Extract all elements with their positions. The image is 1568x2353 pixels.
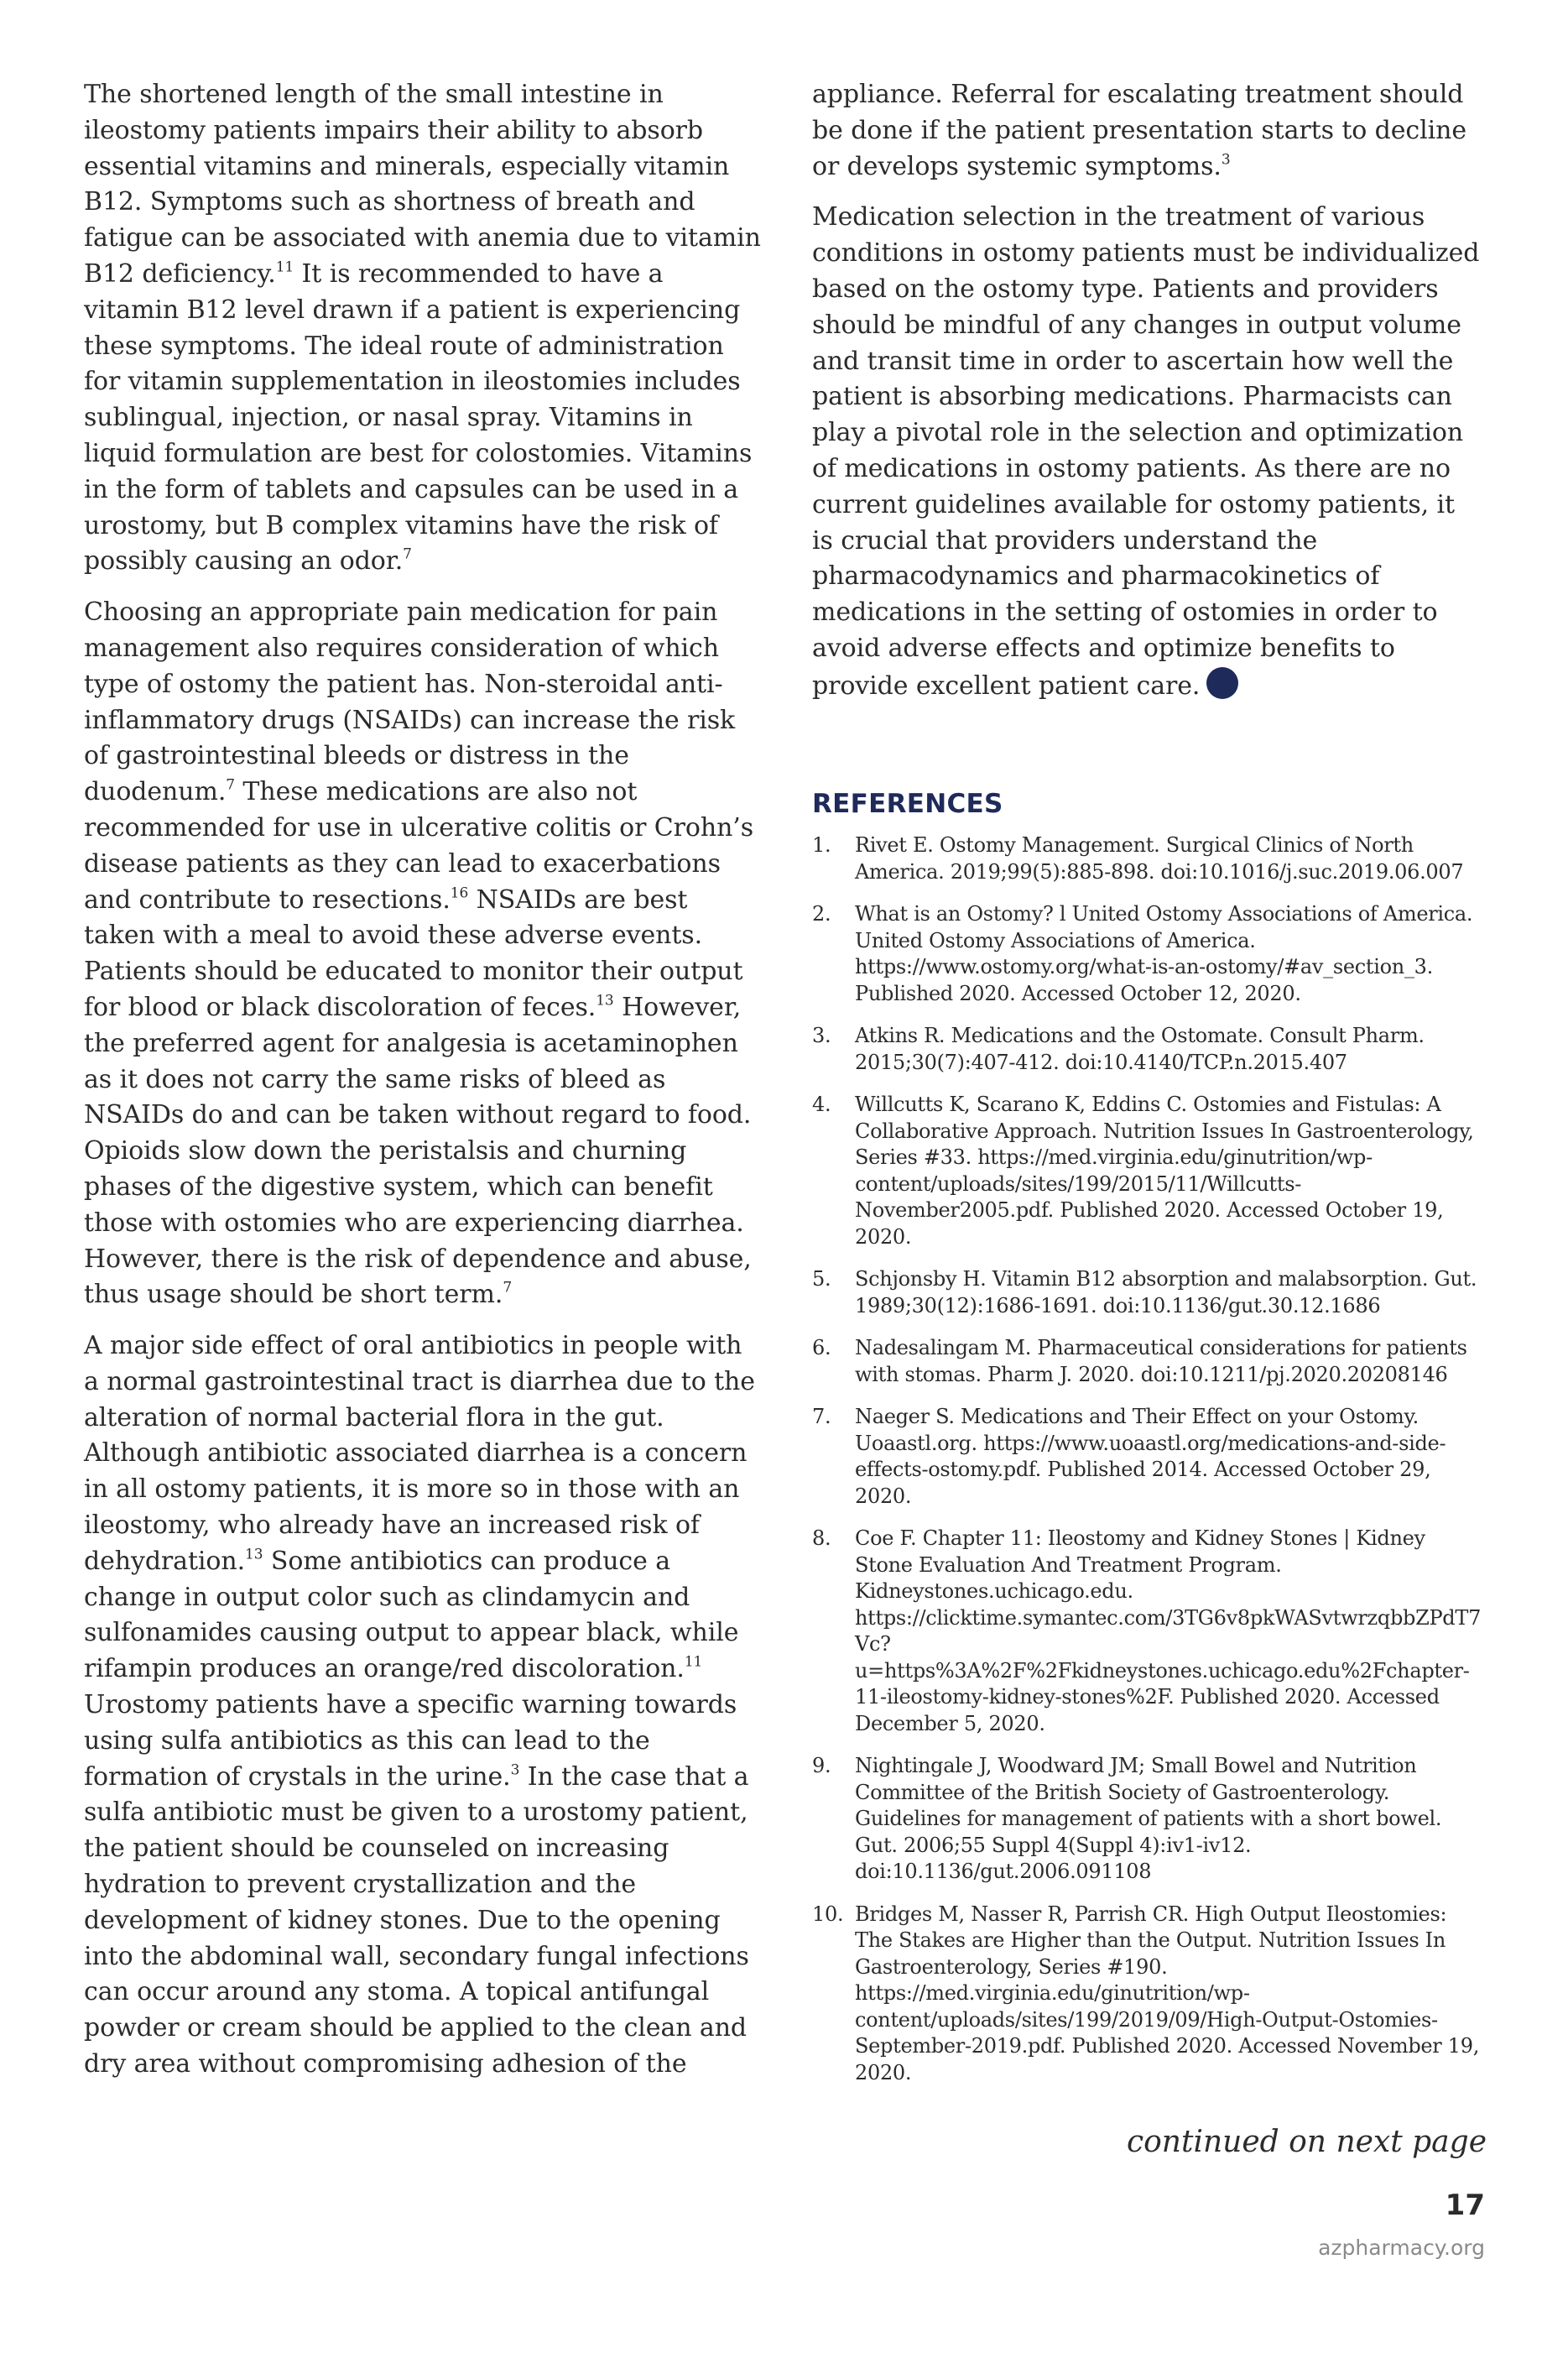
reference-item [812,1023,1483,1076]
page-number: 17 [1445,2189,1485,2222]
reference-text: Atkins R. Medications and the Ostomate. Consult Pharm. 2015;30(7):407-412. doi:10.4140/TCP.n.2015.407 [855,1024,1425,1074]
reference-text: Coe F. Chapter 11: Ileostomy and Kidney Stones | Kidney Stone Evaluation And Treatment Program. Kidneystones.uchicago.edu. https://clicktime.symantec.com/3TG6v8pkWASvtwrzqbbZPdT7Vc?u=https%3A%2F%2Fkidneystones.uchicago.edu%2Fchapter-11-ileostomy-kidney-stones%2F. Published 2020. Accessed December 5, 2020. [855,1526,1482,1735]
reference-number: 7. [812,1405,831,1428]
reference-number: 6. [812,1336,831,1359]
reference-item [812,1526,1483,1737]
paragraph-medication-selection: Medication selection in the treatment of various conditions in ostomy patients must be individualized based on the ostomy type. Patients and providers should be mindful of any changes in output volume and transit time in order to ascertain how well the patient is absorbing medications. Pharmacists can play a pivotal role in the selection and optimization of medications in ostomy patients. As there are no current guidelines available for ostomy patients, it is crucial that providers understand the pharmacodynamics and pharmacokinetics of medications in the setting of ostomies in order to avoid adverse effects and optimize benefits to provide excellent patient care. [812,202,1480,701]
reference-item [812,901,1483,1007]
reference-item [812,1335,1483,1388]
reference-text: Nightingale J, Woodward JM; Small Bowel and Nutrition Committee of the British Society of Gastroenterology. Guidelines for management of patients with a short bowel. Gut. 2006;55 Suppl 4(Suppl 4):iv1-iv12. doi:10.1136/gut.2006.091108 [855,1754,1442,1883]
reference-item [812,832,1483,885]
reference-item [812,1266,1483,1319]
paragraph-pain-medication: Choosing an appropriate pain medication for pain management also requires consideration of which type of ostomy the patient has. Non-steroidal anti-inflammatory drugs (NSAIDs) can increase the risk of gastrointestinal bleeds or distress in the duodenum.$^7$ These medications are also not recommended for use in ulcerative colitis or Crohn’s disease patients as they can lead to exacerbations and contribute to resections.$^{16}$ NSAIDs are best taken with a meal to avoid these adverse events. Patients should be educated to monitor their output for blood or black discoloration of feces.$^{13}$ However, the preferred agent for analgesia is acetaminophen as it does not carry the same risks of bleed as NSAIDs do and can be taken without regard to food. Opioids slow down the peristalsis and churning phases of the digestive system, which can benefit those with ostomies who are experiencing diarrhea. However, there is the risk of dependence and abuse, thus usage should be short term.$^7$ [84,597,754,1310]
reference-number: 2. [812,902,831,926]
reference-item [812,1753,1483,1886]
right-column [812,77,1483,720]
reference-number: 1. [812,833,831,857]
reference-text: Naeger S. Medications and Their Effect on your Ostomy. Uoaastl.org. https://www.uoaastl.org/medications-and-side-effects-ostomy.pdf. Published 2014. Accessed October 29, 2020. [855,1405,1446,1508]
site-url: azpharmacy.org [1318,2236,1485,2260]
continued-on-next-page: continued on next page [1126,2125,1487,2159]
left-column [84,77,762,2098]
end-of-article-dot-icon [1206,667,1238,699]
reference-text: Willcutts K, Scarano K, Eddins C. Ostomies and Fistulas: A Collaborative Approach. Nutrition Issues In Gastroenterology, Series #33. https://med.virginia.edu/ginutrition/wp-content/uploads/sites/199/2015/11/Willcutts-November2005.pdf. Published 2020. Accessed October 19, 2020. [855,1093,1474,1249]
paragraph-antibiotics: A major side effect of oral antibiotics in people with a normal gastrointestinal tract is diarrhea due to the alteration of normal bacterial flora in the gut. Although antibiotic associated diarrhea is a concern in all ostomy patients, it is more so in those with an ileostomy, who already have an increased risk of dehydration.$^{13}$ Some antibiotics can produce a change in output color such as clindamycin and sulfonamides causing output to appear black, while rifampin produces an orange/red discoloration.$^{11}$ Urostomy patients have a specific warning towards using sulfa antibiotics as this can lead to the formation of crystals in the urine.$^3$ In the case that a sulfa antibiotic must be given to a urostomy patient, the patient should be counseled on increasing hydration to prevent crystallization and the development of kidney stones. Due to the opening into the abdominal wall, secondary fungal infections can occur around any stoma. A topical antifungal powder or cream should be applied to the clean and dry area without compromising adhesion of the [84,1331,755,2079]
paragraph-appliance-referral: appliance. Referral for escalating treatment should be done if the patient presentation starts to decline or develops systemic symptoms.$^3$ [812,80,1467,181]
reference-text: Schjonsby H. Vitamin B12 absorption and malabsorption. Gut. 1989;30(12):1686-1691. doi:10.1136/gut.30.12.1686 [855,1267,1477,1317]
reference-text: Rivet E. Ostomy Management. Surgical Clinics of North America. 2019;99(5):885-898. doi:10.1016/j.suc.2019.06.007 [855,833,1464,884]
reference-number: 9. [812,1754,831,1777]
reference-number: 3. [812,1024,831,1047]
paragraph-vitamin-b12: The shortened length of the small intestine in ileostomy patients impairs their ability to absorb essential vitamins and minerals, especially vitamin B12. Symptoms such as shortness of breath and fatigue can be associated with anemia due to vitamin B12 deficiency.$^{11}$ It is recommended to have a vitamin B12 level drawn if a patient is experiencing these symptoms. The ideal route of administration for vitamin supplementation in ileostomies includes sublingual, injection, or nasal spray. Vitamins in liquid formulation are best for colostomies. Vitamins in the form of tablets and capsules can be used in a urostomy, but B complex vitamins have the risk of possibly causing an odor.$^7$ [84,80,761,577]
reference-number: 8. [812,1526,831,1550]
reference-text: Nadesalingam M. Pharmaceutical considerations for patients with stomas. Pharm J. 2020. doi:10.1211/pj.2020.20208146 [855,1336,1467,1386]
reference-number: 5. [812,1267,831,1291]
references-list [812,832,1483,2102]
reference-item [812,1902,1483,2087]
references-heading: REFERENCES [812,789,1003,819]
reference-text: What is an Ostomy? l United Ostomy Associations of America. United Ostomy Associations of America. https://www.ostomy.org/what-is-an-ostomy/#av_section_3. Published 2020. Accessed October 12, 2020. [855,902,1473,1005]
reference-number: 4. [812,1093,831,1116]
reference-number: 10. [812,1902,844,1926]
reference-text: Bridges M, Nasser R, Parrish CR. High Output Ileostomies: The Stakes are Higher than the Output. Nutrition Issues In Gastroenterology, Series #190. https://med.virginia.edu/ginutrition/wp-content/uploads/sites/199/2019/09/High-Output-Ostomies-September-2019.pdf. Published 2020. Accessed November 19, 2020. [855,1902,1480,2084]
reference-item [812,1092,1483,1250]
reference-item [812,1404,1483,1510]
